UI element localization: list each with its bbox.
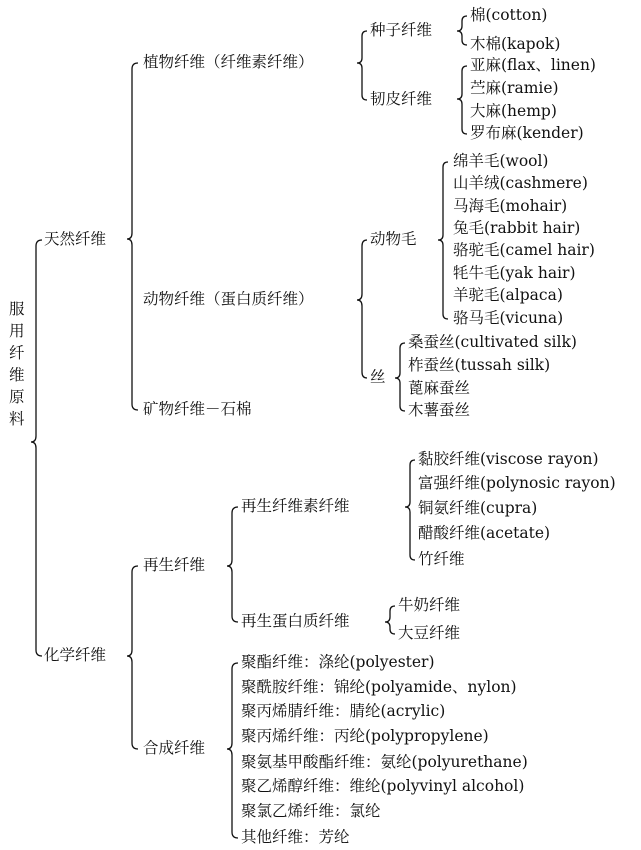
root-label-char: 原 (9, 388, 25, 406)
regenerated-protein-item: 牛奶纤维 (398, 596, 461, 614)
seed-fiber-brace (457, 16, 467, 45)
animal-hair-item: 马海毛(mohair) (453, 197, 568, 215)
silk-item: 柞蚕丝(tussah silk) (408, 356, 551, 374)
root-label-char: 维 (9, 366, 25, 384)
root-label-char: 服 (9, 300, 25, 318)
animal-hair-label: 动物毛 (370, 230, 417, 248)
regenerated-cellulose-label: 再生纤维素纤维 (241, 497, 350, 515)
synthetic-fiber-brace (227, 663, 238, 838)
animal-fiber-brace (357, 240, 367, 378)
mineral-fiber-label: 矿物纤维－石棉 (143, 400, 252, 418)
silk-item: 桑蚕丝(cultivated silk) (408, 333, 577, 351)
silk-brace (395, 343, 405, 411)
chemical-fiber-brace (127, 566, 138, 749)
branch-natural-fiber: 天然纤维 (44, 230, 107, 248)
bast-fiber-item: 大麻(hemp) (470, 102, 557, 120)
synthetic-fiber-item: 其他纤维：芳纶 (241, 828, 350, 846)
bast-fiber-label: 韧皮纤维 (370, 90, 433, 108)
seed-fiber-item: 木棉(kapok) (470, 35, 561, 53)
root-label-char: 纤 (9, 344, 25, 362)
animal-hair-item: 牦牛毛(yak hair) (453, 264, 576, 282)
animal-fiber-label: 动物纤维（蛋白质纤维） (143, 290, 314, 308)
regenerated-fiber-label: 再生纤维 (143, 556, 206, 574)
animal-hair-item: 山羊绒(cashmere) (453, 174, 588, 192)
animal-hair-item: 绵羊毛(wool) (453, 152, 549, 170)
synthetic-fiber-item: 聚乙烯醇纤维：维纶(polyvinyl alcohol) (241, 777, 525, 795)
regenerated-cellulose-item: 铜氨纤维(cupra) (418, 499, 538, 517)
animal-hair-item: 羊驼毛(alpaca) (453, 286, 563, 304)
synthetic-fiber-item: 聚酯纤维：涤纶(polyester) (241, 653, 435, 671)
bast-fiber-item: 亚麻(flax、linen) (470, 56, 596, 74)
bast-fiber-brace (457, 66, 467, 134)
bast-fiber-item: 罗布麻(kender) (470, 124, 584, 142)
regenerated-cellulose-item: 富强纤维(polynosic rayon) (418, 474, 616, 492)
synthetic-fiber-item: 聚氯乙烯纤维：氯纶 (241, 802, 381, 820)
synthetic-fiber-item: 聚氨基甲酸酯纤维：氨纶(polyurethane) (241, 753, 528, 771)
silk-item: 蓖麻蚕丝 (408, 379, 471, 397)
root-label-char: 用 (9, 322, 25, 340)
animal-hair-item: 兔毛(rabbit hair) (453, 219, 581, 237)
synthetic-fiber-item: 聚丙烯纤维：丙纶(polypropylene) (241, 727, 489, 745)
seed-fiber-label: 种子纤维 (370, 21, 433, 39)
regenerated-cellulose-item: 竹纤维 (418, 550, 465, 568)
regenerated-protein-item: 大豆纤维 (398, 624, 461, 642)
animal-hair-item: 骆马毛(vicuna) (453, 309, 564, 327)
plant-fiber-brace (357, 31, 367, 100)
synthetic-fiber-item: 聚酰胺纤维：锦纶(polyamide、nylon) (241, 678, 517, 696)
silk-label: 丝 (370, 368, 386, 386)
regenerated-fiber-brace (227, 507, 238, 622)
regenerated-protein-label: 再生蛋白质纤维 (241, 612, 350, 630)
plant-fiber-label: 植物纤维（纤维素纤维） (143, 53, 314, 71)
animal-hair-item: 骆驼毛(camel hair) (453, 241, 595, 259)
regenerated-protein-brace (385, 606, 395, 634)
branch-chemical-fiber: 化学纤维 (44, 646, 107, 664)
seed-fiber-item: 棉(cotton) (470, 6, 548, 24)
bast-fiber-item: 苎麻(ramie) (470, 79, 559, 97)
silk-item: 木薯蚕丝 (408, 401, 471, 419)
animal-hair-brace (438, 162, 448, 319)
root-label-char: 料 (9, 410, 25, 428)
regenerated-cellulose-item: 黏胶纤维(viscose rayon) (418, 450, 599, 468)
natural-fiber-brace (127, 63, 138, 410)
regenerated-cellulose-item: 醋酸纤维(acetate) (418, 524, 551, 542)
root-brace (31, 240, 42, 656)
synthetic-fiber-label: 合成纤维 (143, 739, 206, 757)
synthetic-fiber-item: 聚丙烯腈纤维：腈纶(acrylic) (241, 702, 446, 720)
regenerated-cellulose-brace (405, 460, 415, 560)
